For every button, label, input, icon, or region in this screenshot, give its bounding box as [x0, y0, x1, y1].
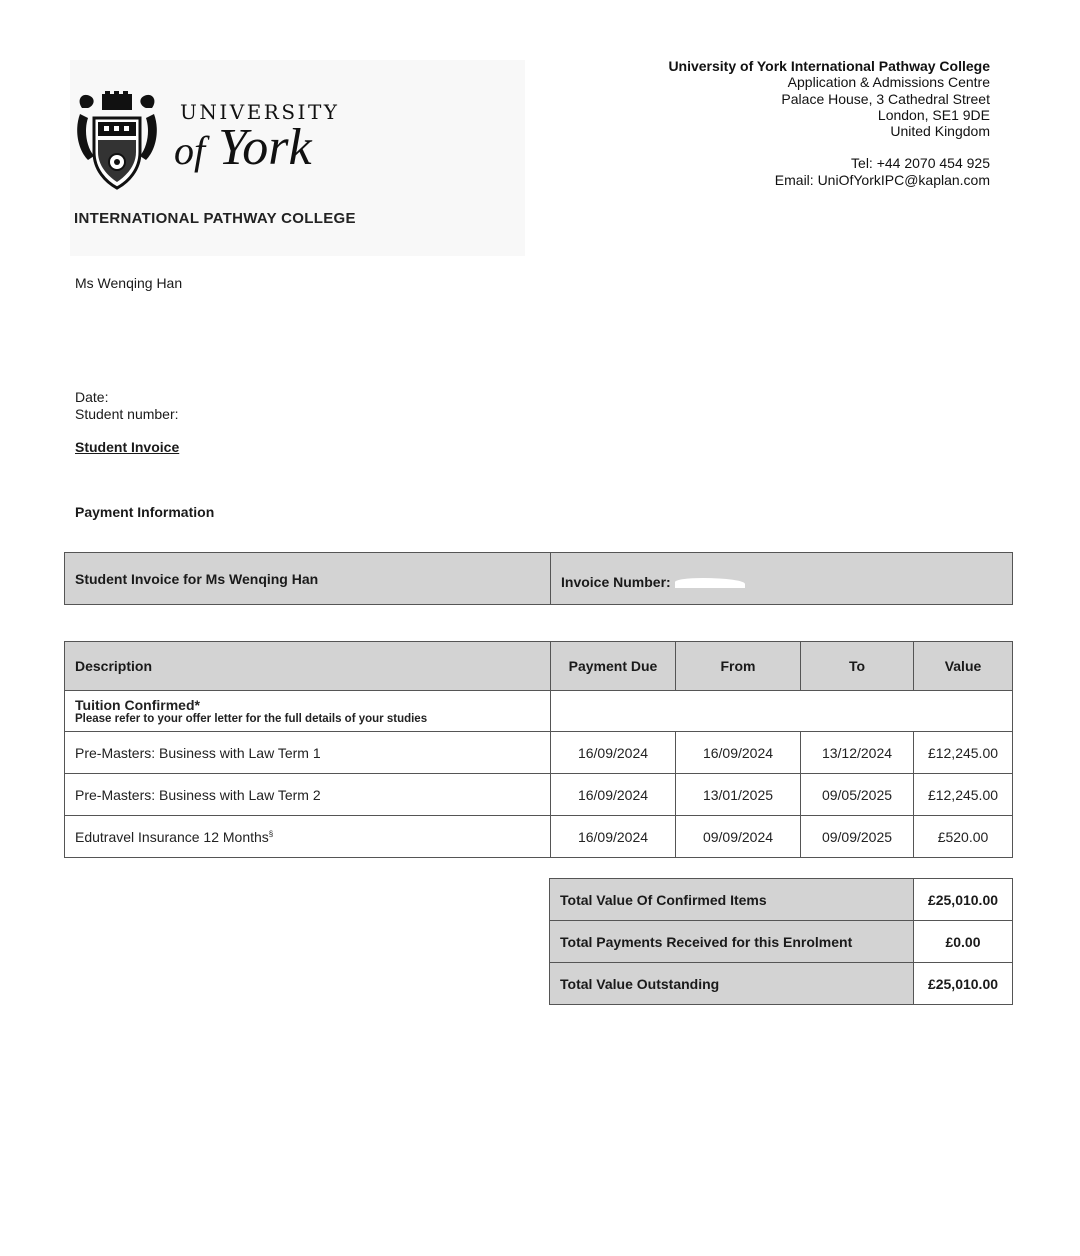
wordmark-york: York [218, 119, 312, 176]
item-to: 13/12/2024 [801, 732, 914, 774]
item-to: 09/09/2025 [801, 816, 914, 858]
total-outstanding-label: Total Value Outstanding [550, 963, 914, 1005]
item-value: £12,245.00 [914, 774, 1013, 816]
item-from: 13/01/2025 [676, 774, 801, 816]
column-header-to: To [801, 642, 914, 691]
tuition-section-note: Please refer to your offer letter for the full details of your studies [75, 713, 428, 725]
payment-heading: Payment Information [75, 504, 215, 520]
column-header-value: Value [914, 642, 1013, 691]
sender-line-4: United Kingdom [890, 123, 990, 140]
wordmark-university: UNIVERSITY [180, 100, 340, 124]
totals-row [550, 963, 1013, 1005]
table-row [65, 774, 1013, 816]
invoice-number-cell [551, 553, 1013, 605]
item-payment-due: 16/09/2024 [551, 774, 676, 816]
tuition-section-row [65, 691, 1013, 732]
sender-name: University of York International Pathway College [668, 58, 990, 74]
table-row [65, 816, 1013, 858]
invoice-title: Student Invoice [75, 439, 180, 455]
wordmark-of-york [174, 119, 312, 176]
tuition-section-cell [65, 691, 551, 732]
footnote-marker: § [268, 828, 274, 838]
wordmark-of: of [174, 128, 206, 173]
tuition-section-title: Tuition Confirmed* [75, 697, 200, 713]
university-logo [70, 60, 525, 256]
item-description: Pre-Masters: Business with Law Term 1 [65, 732, 551, 774]
redaction-mark [675, 578, 745, 588]
invoice-number-label: Invoice Number: [561, 573, 671, 590]
item-description: Edutravel Insurance 12 Months [75, 828, 269, 845]
invoice-meta [75, 389, 179, 422]
sender-address [668, 58, 990, 188]
column-header-from: From [676, 642, 801, 691]
sender-line-3: London, SE1 9DE [877, 106, 990, 123]
column-header-description: Description [65, 642, 551, 691]
item-description-cell [65, 816, 551, 858]
item-value: £12,245.00 [914, 732, 1013, 774]
invoice-header-bar [64, 552, 1013, 605]
tuition-section-empty [551, 691, 1013, 732]
item-description: Pre-Masters: Business with Law Term 2 [65, 774, 551, 816]
recipient-name: Ms Wenqing Han [75, 275, 183, 291]
sender-email: Email: UniOfYorkIPC@kaplan.com [774, 171, 990, 188]
sender-tel: Tel: +44 2070 454 925 [851, 155, 990, 172]
college-name: INTERNATIONAL PATHWAY COLLEGE [74, 210, 356, 227]
item-from: 16/09/2024 [676, 732, 801, 774]
table-row [65, 732, 1013, 774]
student-number-label: Student number: [75, 405, 179, 422]
total-payments-amount: £0.00 [914, 921, 1013, 963]
item-to: 09/05/2025 [801, 774, 914, 816]
totals-table [549, 878, 1013, 1005]
item-from: 09/09/2024 [676, 816, 801, 858]
totals-row [550, 879, 1013, 921]
total-outstanding-amount: £25,010.00 [914, 963, 1013, 1005]
sender-line-2: Palace House, 3 Cathedral Street [781, 90, 990, 107]
item-payment-due: 16/09/2024 [551, 816, 676, 858]
total-payments-label: Total Payments Received for this Enrolment [550, 921, 914, 963]
university-crest-icon [74, 90, 160, 190]
table-header-row [65, 642, 1013, 691]
date-label: Date: [75, 389, 109, 405]
column-header-payment-due: Payment Due [551, 642, 676, 691]
invoice-items-table [64, 641, 1013, 858]
sender-line-1: Application & Admissions Centre [787, 74, 990, 91]
totals-row [550, 921, 1013, 963]
invoice-for-cell: Student Invoice for Ms Wenqing Han [65, 553, 551, 605]
total-confirmed-amount: £25,010.00 [914, 879, 1013, 921]
total-confirmed-label: Total Value Of Confirmed Items [550, 879, 914, 921]
item-payment-due: 16/09/2024 [551, 732, 676, 774]
item-value: £520.00 [914, 816, 1013, 858]
